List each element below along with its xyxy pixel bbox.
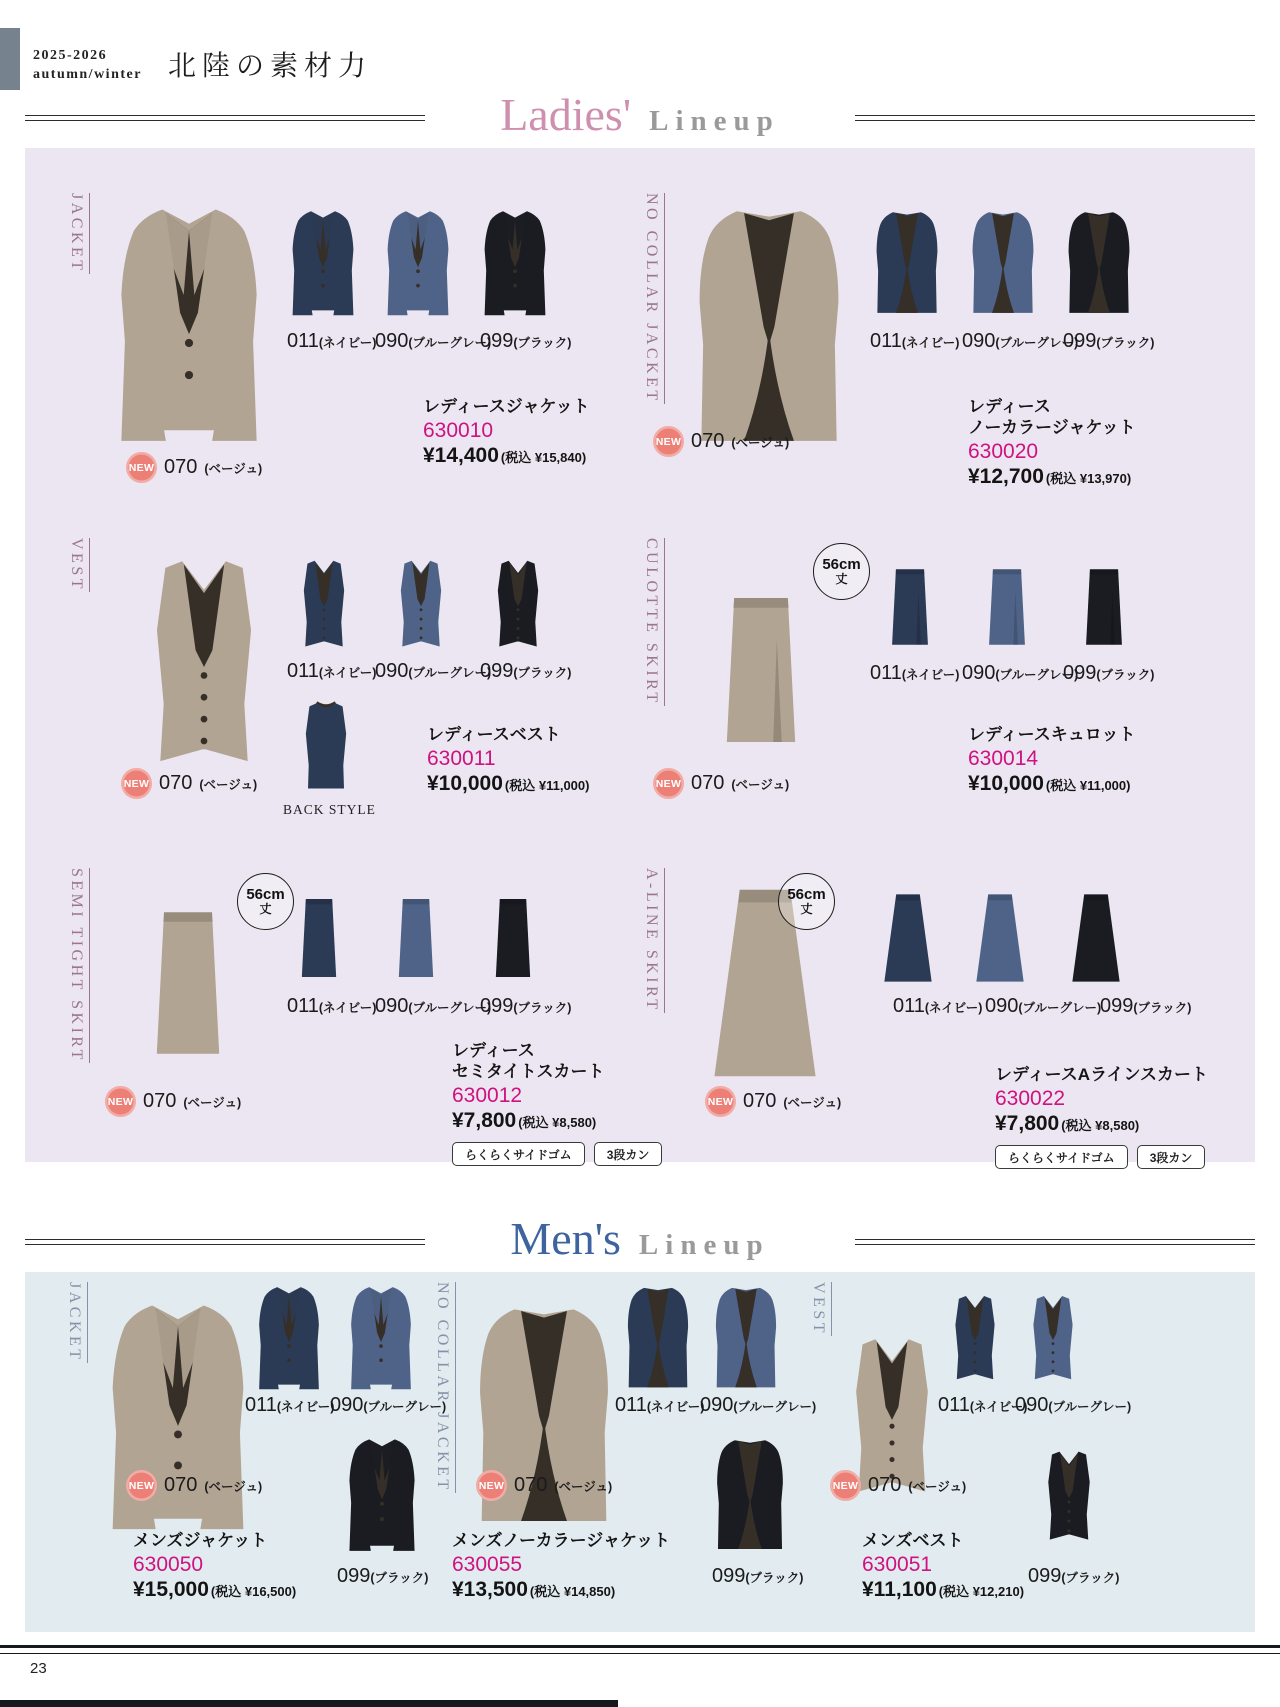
ladies-semitight-swatch-navy	[286, 888, 352, 988]
new-color-code: 070	[159, 772, 193, 794]
swatch-color-name: (ネイビー)	[276, 1400, 335, 1414]
swatch-code: 090	[962, 662, 996, 684]
ladies-lineup-title	[0, 88, 1280, 141]
new-color-name: (ベージュ)	[554, 1479, 613, 1494]
swatch-code: 011	[245, 1394, 277, 1416]
new-color-row-mens-vest	[830, 1470, 966, 1501]
swatch-code: 090	[1015, 1394, 1049, 1416]
product-code: 630012	[452, 1084, 523, 1107]
product-code: 630051	[862, 1553, 933, 1576]
product-name: レディースベスト	[427, 725, 561, 744]
ladies-semitight-swatch-bluegray	[383, 888, 449, 988]
price-value: ¥11,100	[862, 1578, 937, 1601]
new-color-code: 070	[164, 1474, 198, 1496]
product-price	[452, 1577, 670, 1604]
swatch-color-name: (ブルーグレー)	[363, 1400, 447, 1414]
new-color-row-ladies-aline	[705, 1086, 841, 1117]
mens-lineup-accent: Men's	[510, 1213, 621, 1264]
swatch-color-name: (ネイビー)	[646, 1400, 705, 1414]
product-code: 630022	[995, 1087, 1066, 1110]
product-name: メンズノーカラージャケット	[452, 1531, 671, 1550]
product-info-mens-jacket	[133, 1530, 296, 1604]
mens-vest-swatch-navy	[940, 1286, 1010, 1390]
swatch-label-011	[287, 330, 376, 353]
new-color-name: (ベージュ)	[783, 1095, 842, 1110]
price-value: ¥15,000	[133, 1578, 209, 1601]
swatch-color-name: (ブラック)	[745, 1571, 804, 1585]
swatch-color-name: (ブルーグレー)	[733, 1400, 817, 1414]
swatch-color-name: (ブラック)	[1096, 668, 1155, 682]
swatch-label-011	[870, 662, 959, 685]
swatch-label-099	[480, 660, 571, 683]
swatch-color-name: (ブルーグレー)	[408, 336, 492, 350]
mens-vest-photo-beige	[828, 1284, 956, 1548]
swatch-label-090	[1015, 1394, 1131, 1417]
new-color-name: (ベージュ)	[183, 1095, 242, 1110]
new-color-code: 070	[691, 772, 725, 794]
ladies-culotte-photo-beige	[700, 558, 822, 782]
price-value: ¥10,000	[968, 772, 1044, 795]
swatch-code: 090	[375, 330, 409, 352]
mens-jacket-swatch-navy	[246, 1284, 332, 1394]
swatch-label-090	[962, 662, 1078, 685]
back-style-label: BACK STYLE	[283, 802, 376, 817]
category-label-ladies-culotte: CULOTTE SKIRT	[643, 538, 665, 706]
category-label-ladies-vest: VEST	[68, 538, 90, 592]
swatch-label-090	[330, 1394, 446, 1417]
category-label-mens-vest: VEST	[810, 1282, 832, 1336]
season-label	[33, 46, 142, 84]
length-value: 56cm	[822, 555, 861, 573]
swatch-color-name: (ブラック)	[1096, 336, 1155, 350]
price-tax: (税込 ¥11,000)	[504, 778, 590, 793]
product-price	[862, 1577, 1024, 1604]
new-color-name: (ベージュ)	[731, 777, 790, 792]
option-badges	[452, 1142, 662, 1166]
length-unit: 丈	[259, 902, 272, 917]
product-name: メンズジャケット	[133, 1531, 268, 1550]
price-tax: (税込 ¥12,210)	[938, 1584, 1025, 1599]
ladies-vest-swatch-navy	[288, 550, 360, 658]
product-price	[427, 771, 589, 798]
ladies-semitight-swatch-black	[480, 888, 546, 988]
swatch-code: 011	[287, 660, 319, 682]
product-info-ladies-nocollar	[968, 396, 1136, 491]
ladies-vest-swatch-black	[482, 550, 554, 658]
swatch-label-090	[375, 995, 491, 1018]
swatch-color-name: (ネイビー)	[318, 336, 377, 350]
swatch-label-090	[375, 660, 491, 683]
price-value: ¥10,000	[427, 772, 503, 795]
ladies-jacket-photo-beige	[100, 198, 278, 456]
category-label-ladies-aline: A-LINE SKIRT	[643, 868, 665, 1013]
season-years: 2025-2026	[33, 48, 108, 63]
page-number: 23	[30, 1660, 47, 1677]
mens-vest-swatch-black	[1032, 1440, 1106, 1552]
ladies-vest-photo-beige	[120, 542, 288, 782]
swatch-color-name: (ブルーグレー)	[995, 336, 1079, 350]
product-code: 630055	[452, 1553, 523, 1576]
new-color-code: 070	[143, 1090, 177, 1112]
season-term: autumn/winter	[33, 67, 142, 82]
swatch-label-011	[615, 1394, 704, 1417]
swatch-label-011	[870, 330, 959, 353]
ladies-vest-back-view	[290, 694, 362, 798]
mens-jacket-swatch-black	[336, 1436, 428, 1556]
new-badge: NEW	[653, 426, 684, 457]
new-color-code: 070	[691, 430, 725, 452]
new-color-code: 070	[514, 1474, 548, 1496]
footer-rule-thick	[0, 1645, 1280, 1648]
option-badge-side-gom: らくらくサイドゴム	[452, 1142, 585, 1166]
swatch-color-name: (ブラック)	[513, 1001, 572, 1015]
new-color-code: 070	[743, 1090, 777, 1112]
option-badge-side-gom: らくらくサイドゴム	[995, 1145, 1128, 1169]
ladies-lineup-rest: Lineup	[649, 105, 780, 137]
swatch-code: 090	[375, 660, 409, 682]
category-label-ladies-jacket: JACKET	[68, 193, 90, 274]
mens-lineup-rest: Lineup	[638, 1229, 770, 1261]
swatch-color-name: (ネイビー)	[901, 668, 960, 682]
mens-nocollar-swatch-bluegray	[704, 1284, 788, 1392]
new-color-name: (ベージュ)	[731, 435, 790, 450]
new-color-code: 070	[868, 1474, 902, 1496]
product-info-ladies-culotte	[968, 724, 1135, 798]
swatch-code: 099	[480, 995, 514, 1017]
product-info-ladies-jacket	[423, 396, 590, 470]
ladies-nocollar-swatch-navy	[868, 202, 946, 324]
product-name-line2: ノーカラージャケット	[968, 418, 1136, 437]
swatch-code: 090	[330, 1394, 364, 1416]
ladies-aline-swatch-navy	[870, 890, 946, 986]
swatch-color-name: (ブルーグレー)	[1018, 1001, 1102, 1015]
product-code: 630014	[968, 747, 1039, 770]
swatch-label-090	[700, 1394, 816, 1417]
product-info-ladies-semitight	[452, 1040, 662, 1166]
swatch-label-099	[480, 330, 571, 353]
mens-jacket-photo-beige	[92, 1286, 264, 1552]
product-price	[133, 1577, 296, 1604]
price-tax: (税込 ¥15,840)	[500, 450, 587, 465]
new-badge: NEW	[105, 1086, 136, 1117]
mens-lineup-title	[0, 1212, 1280, 1265]
swatch-label-099	[1100, 995, 1191, 1018]
footer-bleed-bar	[0, 1700, 618, 1707]
swatch-code: 090	[375, 995, 409, 1017]
swatch-color-name: (ブラック)	[513, 336, 572, 350]
swatch-code: 011	[615, 1394, 647, 1416]
swatch-label-099	[337, 1565, 428, 1588]
ladies-aline-swatch-bluegray	[962, 890, 1038, 986]
product-info-ladies-vest	[427, 724, 589, 798]
swatch-code: 011	[870, 330, 902, 352]
new-badge: NEW	[121, 768, 152, 799]
ladies-lineup-accent: Ladies'	[500, 89, 632, 140]
category-label-mens-nocollar: NO COLLAR JACKET	[434, 1282, 456, 1493]
ladies-vest-swatch-bluegray	[385, 550, 457, 658]
product-name: レディースAラインスカート	[995, 1065, 1209, 1084]
swatch-color-name: (ブルーグレー)	[995, 668, 1079, 682]
swatch-code: 011	[287, 330, 319, 352]
ladies-nocollar-swatch-black	[1060, 202, 1138, 324]
product-name: メンズベスト	[862, 1531, 964, 1550]
swatch-color-name: (ネイビー)	[924, 1001, 983, 1015]
swatch-color-name: (ブルーグレー)	[408, 666, 492, 680]
swatch-color-name: (ネイビー)	[318, 1001, 377, 1015]
swatch-code: 011	[287, 995, 319, 1017]
price-value: ¥7,800	[995, 1112, 1060, 1135]
ladies-jacket-swatch-navy	[283, 202, 363, 326]
product-info-mens-nocollar	[452, 1530, 670, 1604]
product-code: 630010	[423, 419, 494, 442]
swatch-code: 011	[870, 662, 902, 684]
option-badge-3dan-kan: 3段カン	[594, 1142, 663, 1166]
product-name-line1: レディース	[968, 397, 1051, 416]
swatch-label-099	[1063, 662, 1154, 685]
swatch-code: 099	[1028, 1565, 1062, 1587]
swatch-code: 099	[480, 330, 514, 352]
swatch-code: 011	[893, 995, 925, 1017]
product-code: 630020	[968, 440, 1039, 463]
new-color-name: (ベージュ)	[204, 1479, 263, 1494]
swatch-color-name: (ブラック)	[370, 1571, 429, 1585]
product-name: レディースキュロット	[968, 725, 1136, 744]
product-info-ladies-aline	[995, 1064, 1208, 1169]
ladies-aline-swatch-black	[1058, 890, 1134, 986]
price-tax: (税込 ¥11,000)	[1045, 778, 1131, 793]
swatch-label-011	[287, 995, 376, 1018]
ladies-culotte-swatch-bluegray	[975, 558, 1039, 656]
swatch-color-name: (ブルーグレー)	[1048, 1400, 1132, 1414]
mens-nocollar-photo-beige	[462, 1288, 626, 1544]
new-color-row-ladies-vest	[121, 768, 257, 799]
category-label-mens-jacket: JACKET	[66, 1282, 88, 1363]
mens-nocollar-swatch-navy	[616, 1284, 700, 1392]
swatch-color-name: (ネイビー)	[901, 336, 960, 350]
price-tax: (税込 ¥14,850)	[529, 1584, 616, 1599]
new-color-name: (ベージュ)	[204, 461, 263, 476]
new-color-name: (ベージュ)	[199, 777, 258, 792]
swatch-code: 099	[1100, 995, 1134, 1017]
swatch-code: 011	[938, 1394, 970, 1416]
new-color-row-mens-nocollar	[476, 1470, 612, 1501]
new-color-row-ladies-semitight	[105, 1086, 241, 1117]
product-price	[968, 464, 1136, 491]
new-color-row-ladies-nocollar	[653, 426, 789, 457]
price-value: ¥7,800	[452, 1109, 517, 1132]
swatch-code: 090	[700, 1394, 734, 1416]
new-badge: NEW	[126, 452, 157, 483]
swatch-label-099	[712, 1565, 803, 1588]
swatch-label-011	[245, 1394, 334, 1417]
price-tax: (税込 ¥8,580)	[1061, 1118, 1140, 1133]
swatch-label-099	[1063, 330, 1154, 353]
swatch-color-name: (ブルーグレー)	[408, 1001, 492, 1015]
ladies-jacket-swatch-bluegray	[378, 202, 458, 326]
price-tax: (税込 ¥13,970)	[1045, 471, 1132, 486]
product-info-mens-vest	[862, 1530, 1024, 1604]
new-badge: NEW	[476, 1470, 507, 1501]
option-badges	[995, 1145, 1208, 1169]
option-badge-3dan-kan: 3段カン	[1137, 1145, 1206, 1169]
new-color-row-mens-jacket	[126, 1470, 262, 1501]
price-tax: (税込 ¥8,580)	[518, 1115, 597, 1130]
swatch-label-099	[1028, 1565, 1119, 1588]
footer-rule-thin	[0, 1653, 1280, 1654]
price-value: ¥12,700	[968, 465, 1044, 488]
swatch-label-090	[962, 330, 1078, 353]
swatch-color-name: (ブラック)	[513, 666, 572, 680]
swatch-code: 099	[1063, 662, 1097, 684]
category-label-ladies-nocollar: NO COLLAR JACKET	[643, 193, 665, 404]
swatch-code: 090	[985, 995, 1019, 1017]
new-badge: NEW	[705, 1086, 736, 1117]
product-price	[423, 443, 590, 470]
product-price	[995, 1111, 1208, 1138]
length-badge-culotte	[813, 543, 870, 600]
swatch-code: 099	[712, 1565, 746, 1587]
swatch-label-090	[375, 330, 491, 353]
length-badge-aline	[778, 873, 835, 930]
product-name: レディースジャケット	[423, 397, 590, 416]
swatch-color-name: (ネイビー)	[969, 1400, 1028, 1414]
swatch-label-011	[287, 660, 376, 683]
length-value: 56cm	[787, 885, 826, 903]
ladies-culotte-swatch-black	[1072, 558, 1136, 656]
ladies-culotte-swatch-navy	[878, 558, 942, 656]
ladies-jacket-swatch-black	[475, 202, 555, 326]
product-code: 630011	[427, 747, 496, 770]
swatch-code: 099	[337, 1565, 371, 1587]
mens-vest-swatch-bluegray	[1018, 1286, 1088, 1390]
length-unit: 丈	[800, 902, 813, 917]
swatch-code: 090	[962, 330, 996, 352]
price-value: ¥14,400	[423, 444, 499, 467]
product-price	[452, 1108, 662, 1135]
price-value: ¥13,500	[452, 1578, 528, 1601]
swatch-code: 099	[480, 660, 514, 682]
ladies-nocollar-photo-beige	[680, 198, 858, 456]
new-color-name: (ベージュ)	[908, 1479, 967, 1494]
new-badge: NEW	[126, 1470, 157, 1501]
product-code: 630050	[133, 1553, 204, 1576]
swatch-label-099	[480, 995, 571, 1018]
page-title: 北陸の素材力	[168, 49, 373, 82]
new-badge: NEW	[653, 768, 684, 799]
ladies-semitight-photo-beige	[128, 868, 248, 1098]
length-value: 56cm	[246, 885, 285, 903]
category-label-ladies-semitight: SEMI TIGHT SKIRT	[68, 868, 90, 1063]
new-color-row-ladies-culotte	[653, 768, 789, 799]
ladies-nocollar-swatch-bluegray	[964, 202, 1042, 324]
mens-nocollar-swatch-black	[706, 1436, 794, 1554]
new-color-row-ladies-jacket	[126, 452, 262, 483]
price-tax: (税込 ¥16,500)	[210, 1584, 297, 1599]
new-color-code: 070	[164, 456, 198, 478]
swatch-code: 099	[1063, 330, 1097, 352]
corner-mark	[0, 28, 20, 90]
swatch-label-090	[985, 995, 1101, 1018]
product-price	[968, 771, 1135, 798]
swatch-color-name: (ブラック)	[1133, 1001, 1192, 1015]
mens-jacket-swatch-bluegray	[338, 1284, 424, 1394]
length-unit: 丈	[835, 572, 848, 587]
new-badge: NEW	[830, 1470, 861, 1501]
swatch-color-name: (ブラック)	[1061, 1571, 1120, 1585]
swatch-color-name: (ネイビー)	[318, 666, 377, 680]
product-name-line2: セミタイトスカート	[452, 1062, 605, 1081]
product-name-line1: レディース	[452, 1041, 535, 1060]
swatch-label-011	[893, 995, 982, 1018]
